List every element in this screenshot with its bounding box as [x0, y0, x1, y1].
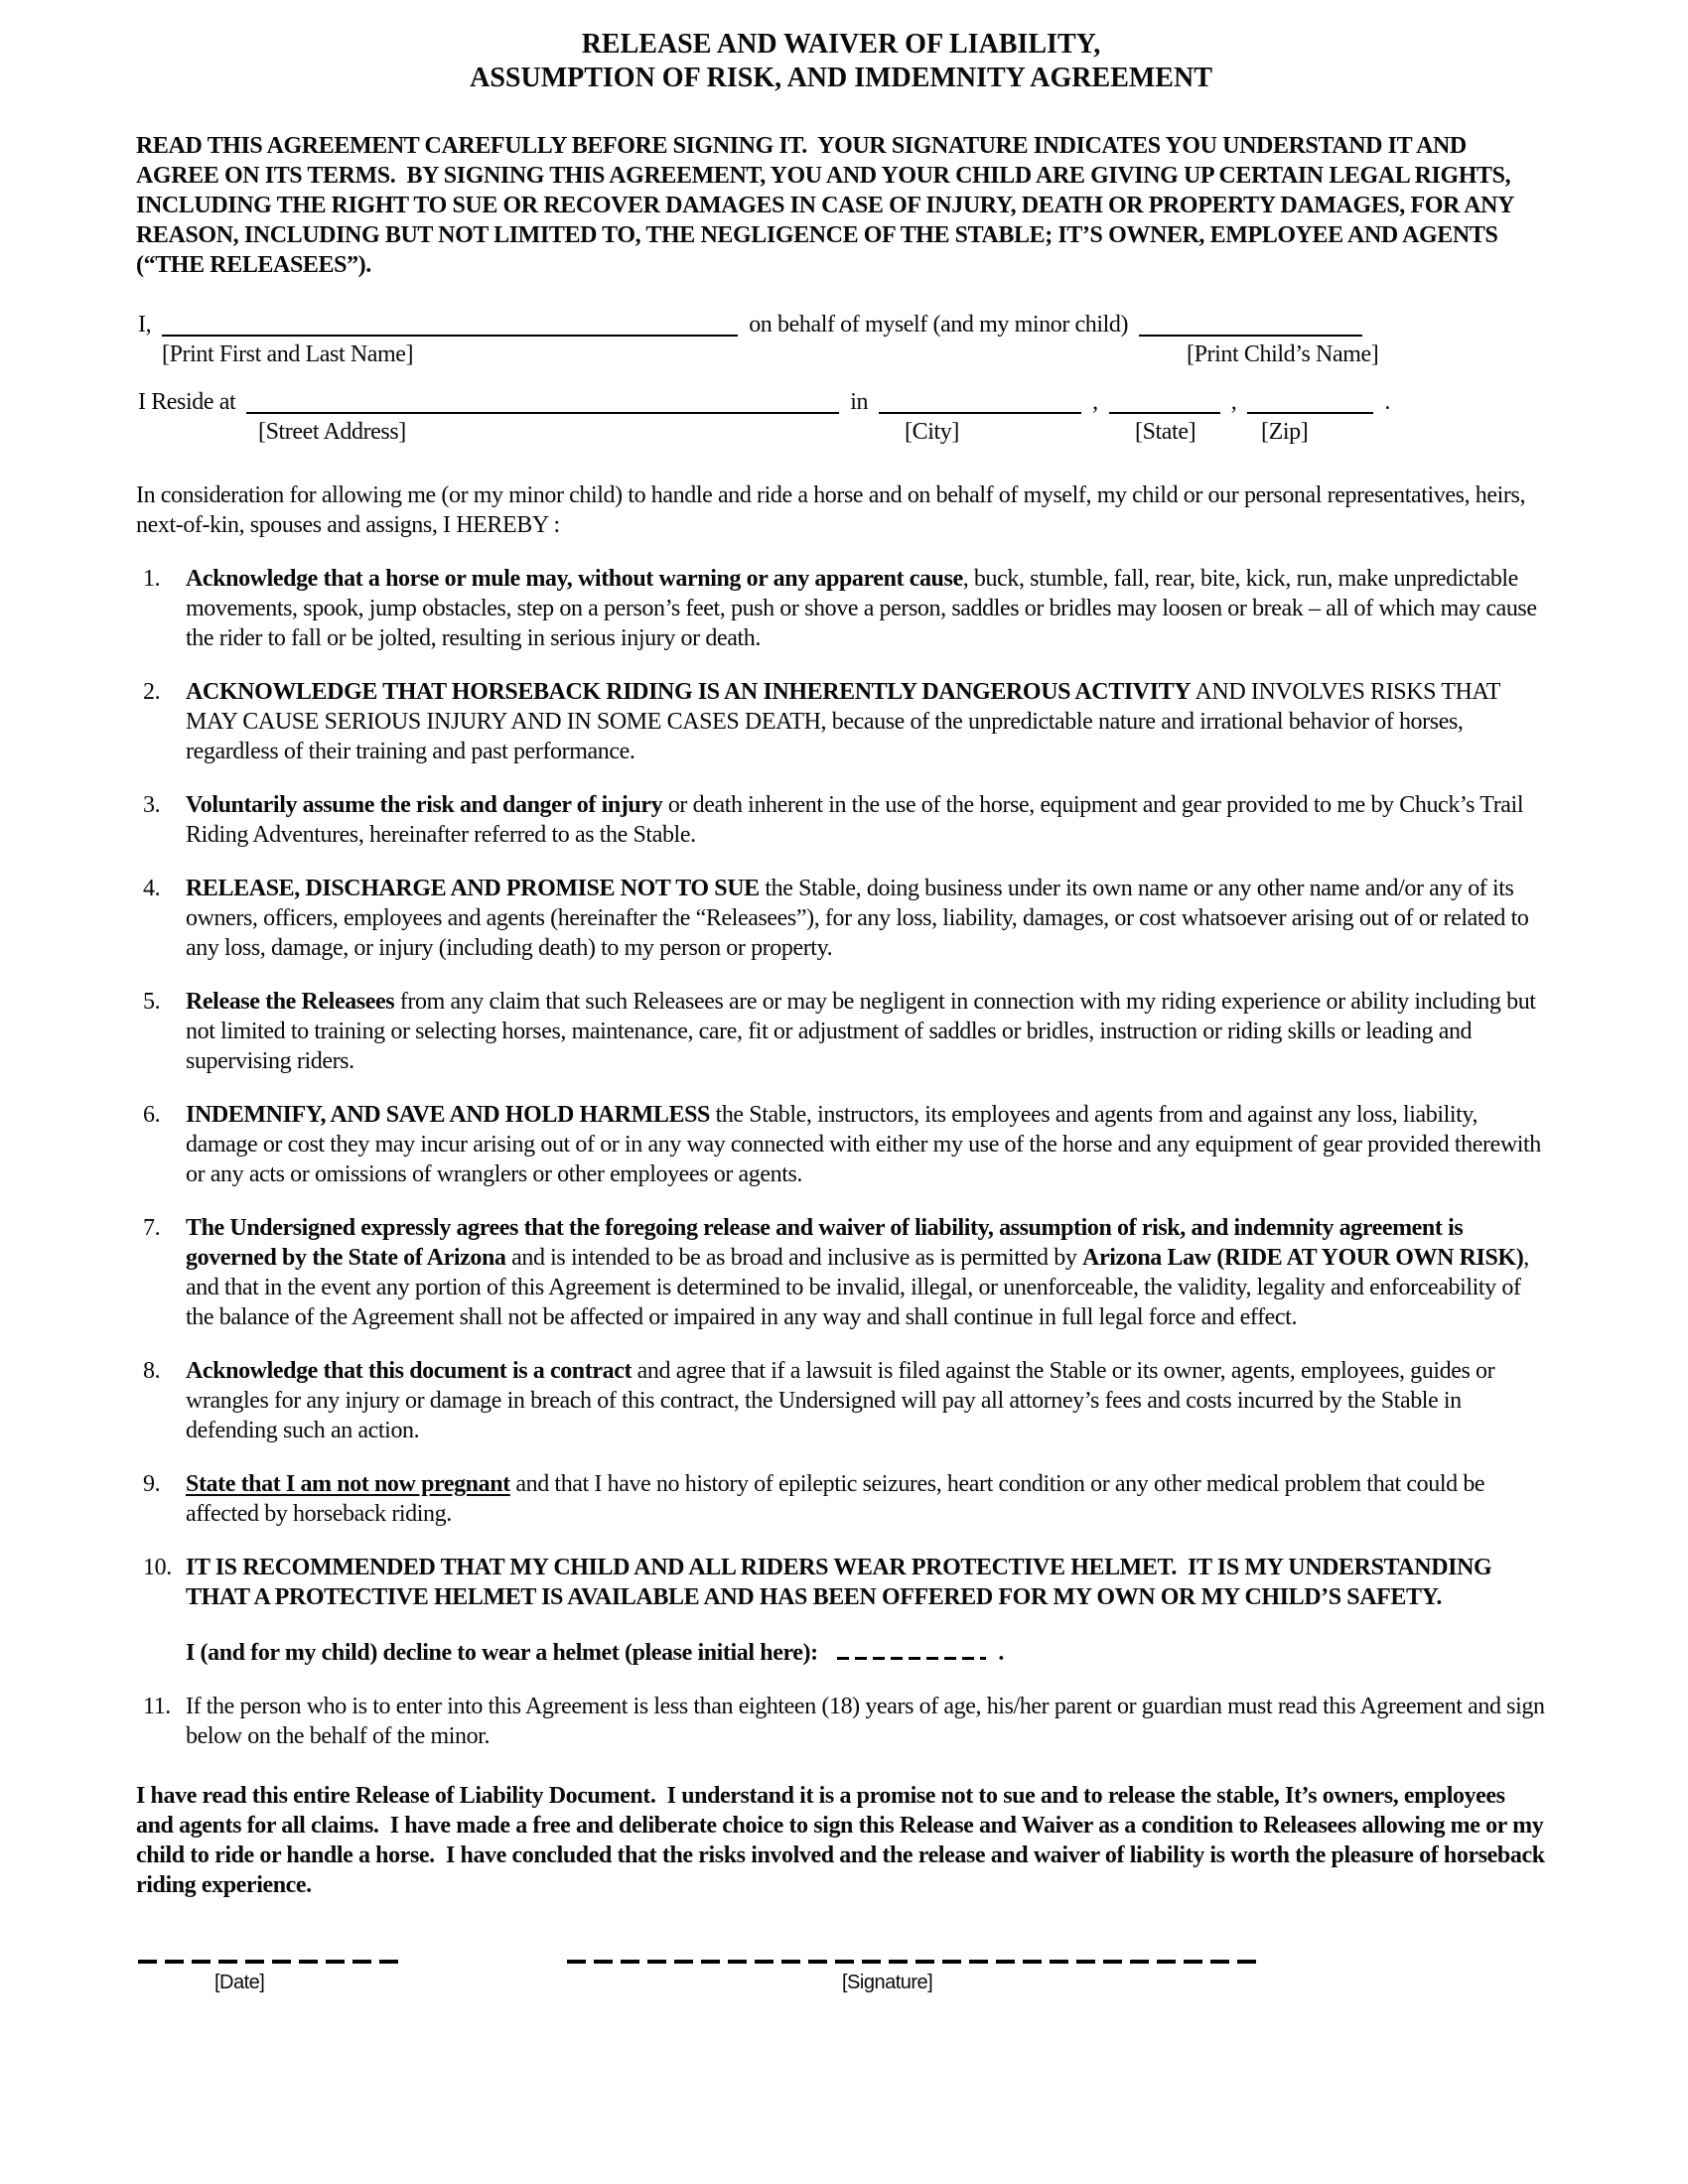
document-title: [136, 28, 1546, 95]
numbered-list: [136, 564, 1551, 1751]
helmet-decline-line: [186, 1638, 1546, 1668]
item-4-bold-lead: RELEASE, DISCHARGE AND PROMISE NOT TO SUE: [186, 876, 760, 901]
item-6-bold-lead: INDEMNIFY, AND SAVE AND HOLD HARMLESS: [186, 1102, 710, 1128]
item-11-body: If the person who is to enter into this Agreement is less than eighteen (18) years of age, his/her parent or guardian must read this Agreement and sign below on the behalf of the minor.: [186, 1694, 1551, 1749]
item-number-7: 7.: [143, 1215, 161, 1241]
document-title-line-1: RELEASE AND WAIVER OF LIABILITY,: [581, 29, 1101, 60]
residence-in-word: in: [850, 389, 869, 415]
item-4-body: the Stable, doing business under its own name or any other name and/or any of its owners, officers, employees and agents (hereinafter the “Releasees”), for any loss, liability, damages, or cost whatsoever arising out of or related to any loss, damage, or injury (including death) to my person or property.: [186, 876, 1535, 961]
list-item-4: [136, 874, 1546, 963]
item-number-1: 1.: [143, 566, 161, 592]
item-7-bold-lead: The Undersigned expressly agrees that the foregoing release and waiver of liability, assumption of risk, and indemnity agreement is governed by the State of Arizona: [186, 1215, 1469, 1271]
item-5-bold-lead: Release the Releasees: [186, 989, 395, 1015]
party-prefix: I,: [138, 312, 152, 338]
residence-row: [136, 387, 1546, 417]
party-row: [136, 310, 1546, 340]
closing-acknowledgement-paragraph: I have read this entire Release of Liability Document. I understand it is a promise not to sue and to release the stable, It’s owners, employees and agents for all claims. I have made a free and deliberate choice to sign this Release and Waiver as a condition to Releasees allowing me or my child to ride or handle a horse. I have concluded that the risks involved and the release and waiver of liability is worth the pleasure of horseback riding experience.: [136, 1783, 1551, 1898]
signature-label: [Signature]: [842, 1972, 933, 1993]
city-field-line[interactable]: [879, 388, 1081, 414]
party-middle-text: on behalf of myself (and my minor child): [749, 312, 1129, 338]
helmet-initials-field-line[interactable]: [837, 1657, 986, 1660]
item-number-4: 4.: [143, 876, 161, 901]
street-address-label: [Street Address]: [258, 419, 406, 445]
item-2-bold-lead: ACKNOWLEDGE THAT HORSEBACK RIDING IS AN INHERENTLY DANGEROUS ACTIVITY: [186, 679, 1192, 705]
item-number-6: 6.: [143, 1102, 161, 1128]
street-address-field-line[interactable]: [246, 388, 839, 414]
state-label: [State]: [1135, 419, 1196, 445]
list-item-10: [136, 1553, 1546, 1612]
residence-prefix: I Reside at: [138, 389, 236, 415]
consideration-paragraph: In consideration for allowing me (or my minor child) to handle and ride a horse and on behalf of myself, my child or our personal representatives, heirs, next-of-kin, spouses and assigns, I HEREBY :: [136, 482, 1531, 538]
list-item-5: [136, 987, 1546, 1076]
item-3-body: or death inherent in the use of the horse, equipment and gear provided to me by Chuck’s Trail Riding Adventures, hereinafter referred to as the Stable.: [186, 792, 1529, 848]
warning-paragraph: READ THIS AGREEMENT CAREFULLY BEFORE SIGNING IT. YOUR SIGNATURE INDICATES YOU UNDERSTAND IT AND AGREE ON ITS TERMS. BY SIGNING THIS AGREEMENT, YOU AND YOUR CHILD ARE GIVING UP CERTAIN LEGAL RIGHTS, INCLUDING THE RIGHT TO SUE OR RECOVER DAMAGES IN CASE OF INJURY, DEATH OR PROPERTY DAMAGES, FOR ANY REASON, INCLUDING BUT NOT LIMITED TO, THE NEGLIGENCE OF THE STABLE; IT’S OWNER, EMPLOYEE AND AGENTS (“THE RELEASEES”).: [136, 133, 1519, 278]
list-item-6: [136, 1100, 1546, 1189]
date-label: [Date]: [214, 1972, 265, 1993]
item-7-body-a: and is intended to be as broad and inclusive as is permitted by: [505, 1245, 1083, 1271]
residence-label-row: [136, 417, 1546, 447]
list-item-9: [136, 1469, 1546, 1529]
name-field-line[interactable]: [162, 311, 738, 337]
state-field-line[interactable]: [1109, 388, 1220, 414]
residence-comma-1: ,: [1092, 389, 1098, 415]
signature-block: [136, 1948, 1546, 2027]
item-8-body: and agree that if a lawsuit is filed against the Stable or its owner, agents, employees, guides or wrangles for any injury or damage in breach of this contract, the Undersigned will pay all attorney’s fees and costs incurred by the Stable in defending such an action.: [186, 1358, 1500, 1443]
helmet-decline-text: I (and for my child) decline to wear a helmet (please initial here):: [186, 1640, 824, 1666]
item-9-body: and that I have no history of epileptic seizures, heart condition or any other medical problem that could be affected by horseback riding.: [186, 1471, 1490, 1527]
document-title-line-2: ASSUMPTION OF RISK, AND IMDEMNITY AGREEMENT: [470, 63, 1212, 93]
list-item-1: [136, 564, 1546, 653]
item-number-11: 11.: [143, 1694, 171, 1719]
list-item-11: [136, 1692, 1551, 1751]
item-number-10: 10.: [143, 1555, 172, 1580]
item-number-2: 2.: [143, 679, 161, 705]
residence-period: .: [1384, 389, 1390, 415]
item-10-bold-text: IT IS RECOMMENDED THAT MY CHILD AND ALL RIDERS WEAR PROTECTIVE HELMET. IT IS MY UNDERSTANDING THAT A PROTECTIVE HELMET IS AVAILABLE AND HAS BEEN OFFERED FOR MY OWN OR MY CHILD’S SAFETY.: [186, 1555, 1497, 1610]
item-9-bold-underlined-lead: State that I am not now pregnant: [186, 1471, 510, 1497]
child-name-field-line[interactable]: [1139, 311, 1362, 337]
date-field-line[interactable]: [138, 1960, 398, 1964]
item-2-body: AND INVOLVES RISKS THAT MAY CAUSE SERIOUS INJURY AND IN SOME CASES DEATH, because of the unpredictable nature and irrational behavior of horses, regardless of their training and past performance.: [186, 679, 1506, 764]
item-7-body-b: , and that in the event any portion of this Agreement is determined to be invalid, illegal, or unenforceable, the validity, legality and enforceability of the balance of the Agreement shall not be affected or impaired in any way and shall continue in full legal force and effect.: [186, 1245, 1535, 1330]
party-label-row: [136, 340, 1546, 369]
residence-comma-2: ,: [1230, 389, 1237, 415]
list-item-7: [136, 1213, 1546, 1332]
list-item-8: [136, 1356, 1546, 1445]
zip-field-line[interactable]: [1247, 388, 1373, 414]
print-name-label: [Print First and Last Name]: [162, 341, 414, 367]
list-item-3: [136, 790, 1546, 850]
item-7-bold-mid: Arizona Law (RIDE AT YOUR OWN RISK): [1082, 1245, 1524, 1271]
list-item-2: [136, 677, 1546, 766]
signature-field-line[interactable]: [567, 1960, 1256, 1964]
item-number-3: 3.: [143, 792, 161, 818]
item-1-body: , buck, stumble, fall, rear, bite, kick, run, make unpredictable movements, spook, jump obstacles, step on a person’s feet, push or shove a person, saddles or bridles may loosen or break – all of which may cause the rider to fall or be jolted, resulting in serious injury or death.: [186, 566, 1543, 651]
item-6-body: the Stable, instructors, its employees and agents from and against any loss, liability, damage or cost they may incur arising out of or in any way connected with either my use of the horse and any equipment of gear provided therewith or any acts or omissions of wranglers or other employees or agents.: [186, 1102, 1547, 1187]
item-number-9: 9.: [143, 1471, 161, 1497]
print-child-name-label: [Print Child’s Name]: [1187, 341, 1379, 367]
city-label: [City]: [905, 419, 959, 445]
item-8-bold-lead: Acknowledge that this document is a contract: [186, 1358, 633, 1384]
item-3-bold-lead: Voluntarily assume the risk and danger of injury: [186, 792, 663, 818]
zip-label: [Zip]: [1261, 419, 1309, 445]
helmet-decline-period: .: [998, 1640, 1004, 1666]
item-number-8: 8.: [143, 1358, 161, 1384]
item-number-5: 5.: [143, 989, 161, 1015]
item-5-body: from any claim that such Releasees are or may be negligent in connection with my riding experience or ability including but not limited to training or selecting horses, maintenance, care, fit or adjustment of saddles or bridles, instruction or riding skills or leading and supervising riders.: [186, 989, 1542, 1074]
item-1-bold-lead: Acknowledge that a horse or mule may, without warning or any apparent cause: [186, 566, 963, 592]
